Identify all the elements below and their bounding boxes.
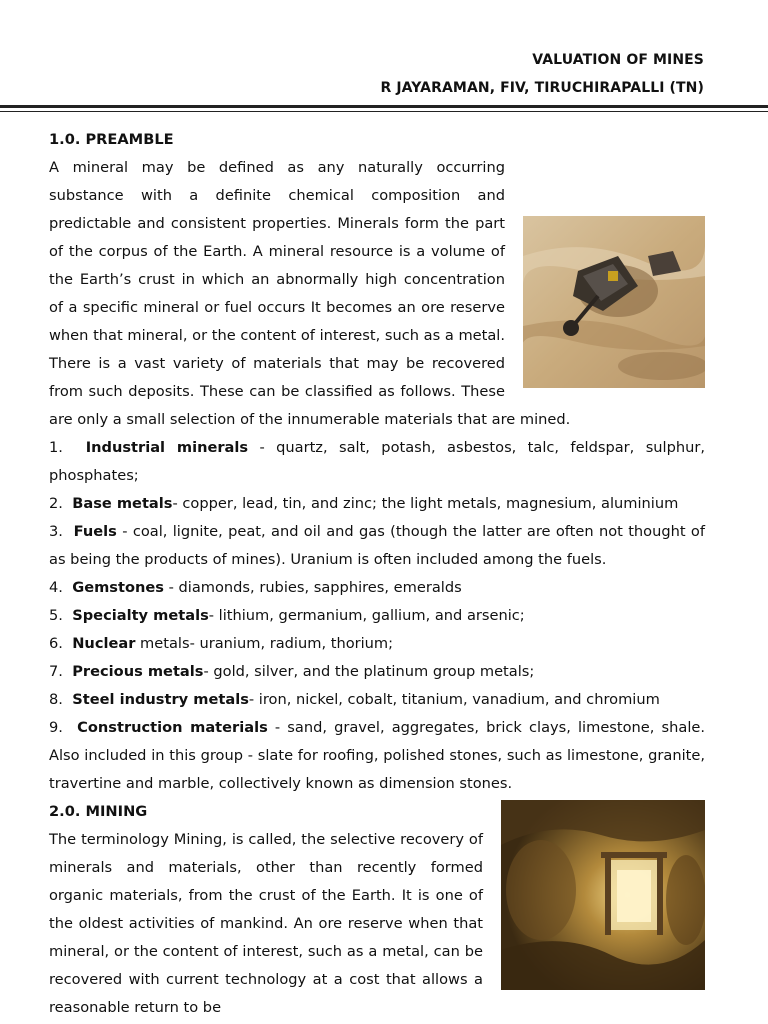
list-item: 2. Base metals- copper, lead, tin, and zinc; the light metals, magnesium, aluminium: [49, 495, 679, 512]
list-item: 8. Steel industry metals- iron, nickel, cobalt, titanium, vanadium, and chromium: [49, 691, 660, 708]
section-heading-mining: 2.0. MINING: [49, 803, 148, 820]
section-heading-preamble: 1.0. PREAMBLE: [49, 131, 174, 148]
preamble-paragraph: A mineral may be defined as any naturally occurring substance with a definite chemical composition and predictable and consistent properties. Minerals form the part of the corpus of the Earth. A mineral resource is a volume of the Earth’s crust in which an abnormally high concentration of a specific mineral or fuel occurs It becomes an ore reserve when that mineral, or the content of interest, such as a metal. There is a vast variety of materials that may be recovered from such deposits. These can be classified as follows. These are only a small selection of the innumerable materials that are mined.: [49, 159, 571, 428]
list-item: 9. Construction materials - sand, gravel, aggregates, brick clays, limestone, shale. Also included in this group - slate for roofing, polished stones, such as limestone, granite, travertine and marble, collectively known as dimension stones.: [49, 719, 705, 792]
document-header: [381, 46, 705, 102]
preamble-paragraph-block: [49, 154, 705, 434]
document-title: VALUATION OF MINES: [532, 52, 704, 68]
open-pit-mine-image: [523, 216, 705, 388]
list-item: 6. Nuclear metals- uranium, radium, thorium;: [49, 635, 394, 652]
list-item: 4. Gemstones - diamonds, rubies, sapphires, emeralds: [49, 579, 462, 596]
document-body: [49, 126, 705, 1022]
list-item: 7. Precious metals- gold, silver, and the platinum group metals;: [49, 663, 535, 680]
mining-paragraph: The terminology Mining, is called, the selective recovery of minerals and materials, other than recently formed organic materials, from the crust of the Earth. It is one of the oldest activities of mankind. An ore reserve when that mineral, or the content of interest, such as a metal, can be recovered with current technology at a cost that allows a reasonable return to be: [49, 831, 483, 1016]
list-item: 5. Specialty metals- lithium, germanium, gallium, and arsenic;: [49, 607, 525, 624]
list-item: 1. Industrial minerals - quartz, salt, potash, asbestos, talc, feldspar, sulphur, phosphates;: [49, 439, 705, 484]
underground-mine-image: [501, 800, 705, 990]
mineral-list: [49, 434, 705, 798]
list-item: 3. Fuels - coal, lignite, peat, and oil and gas (though the latter are often not thought of as being the products of mines). Uranium is often included among the fuels.: [49, 523, 706, 568]
header-rule-thin: [0, 111, 768, 112]
mining-section: [49, 798, 705, 1022]
header-rule-thick: [0, 105, 768, 108]
document-author: R JAYARAMAN, FIV, TIRUCHIRAPALLI (TN): [380, 80, 704, 96]
